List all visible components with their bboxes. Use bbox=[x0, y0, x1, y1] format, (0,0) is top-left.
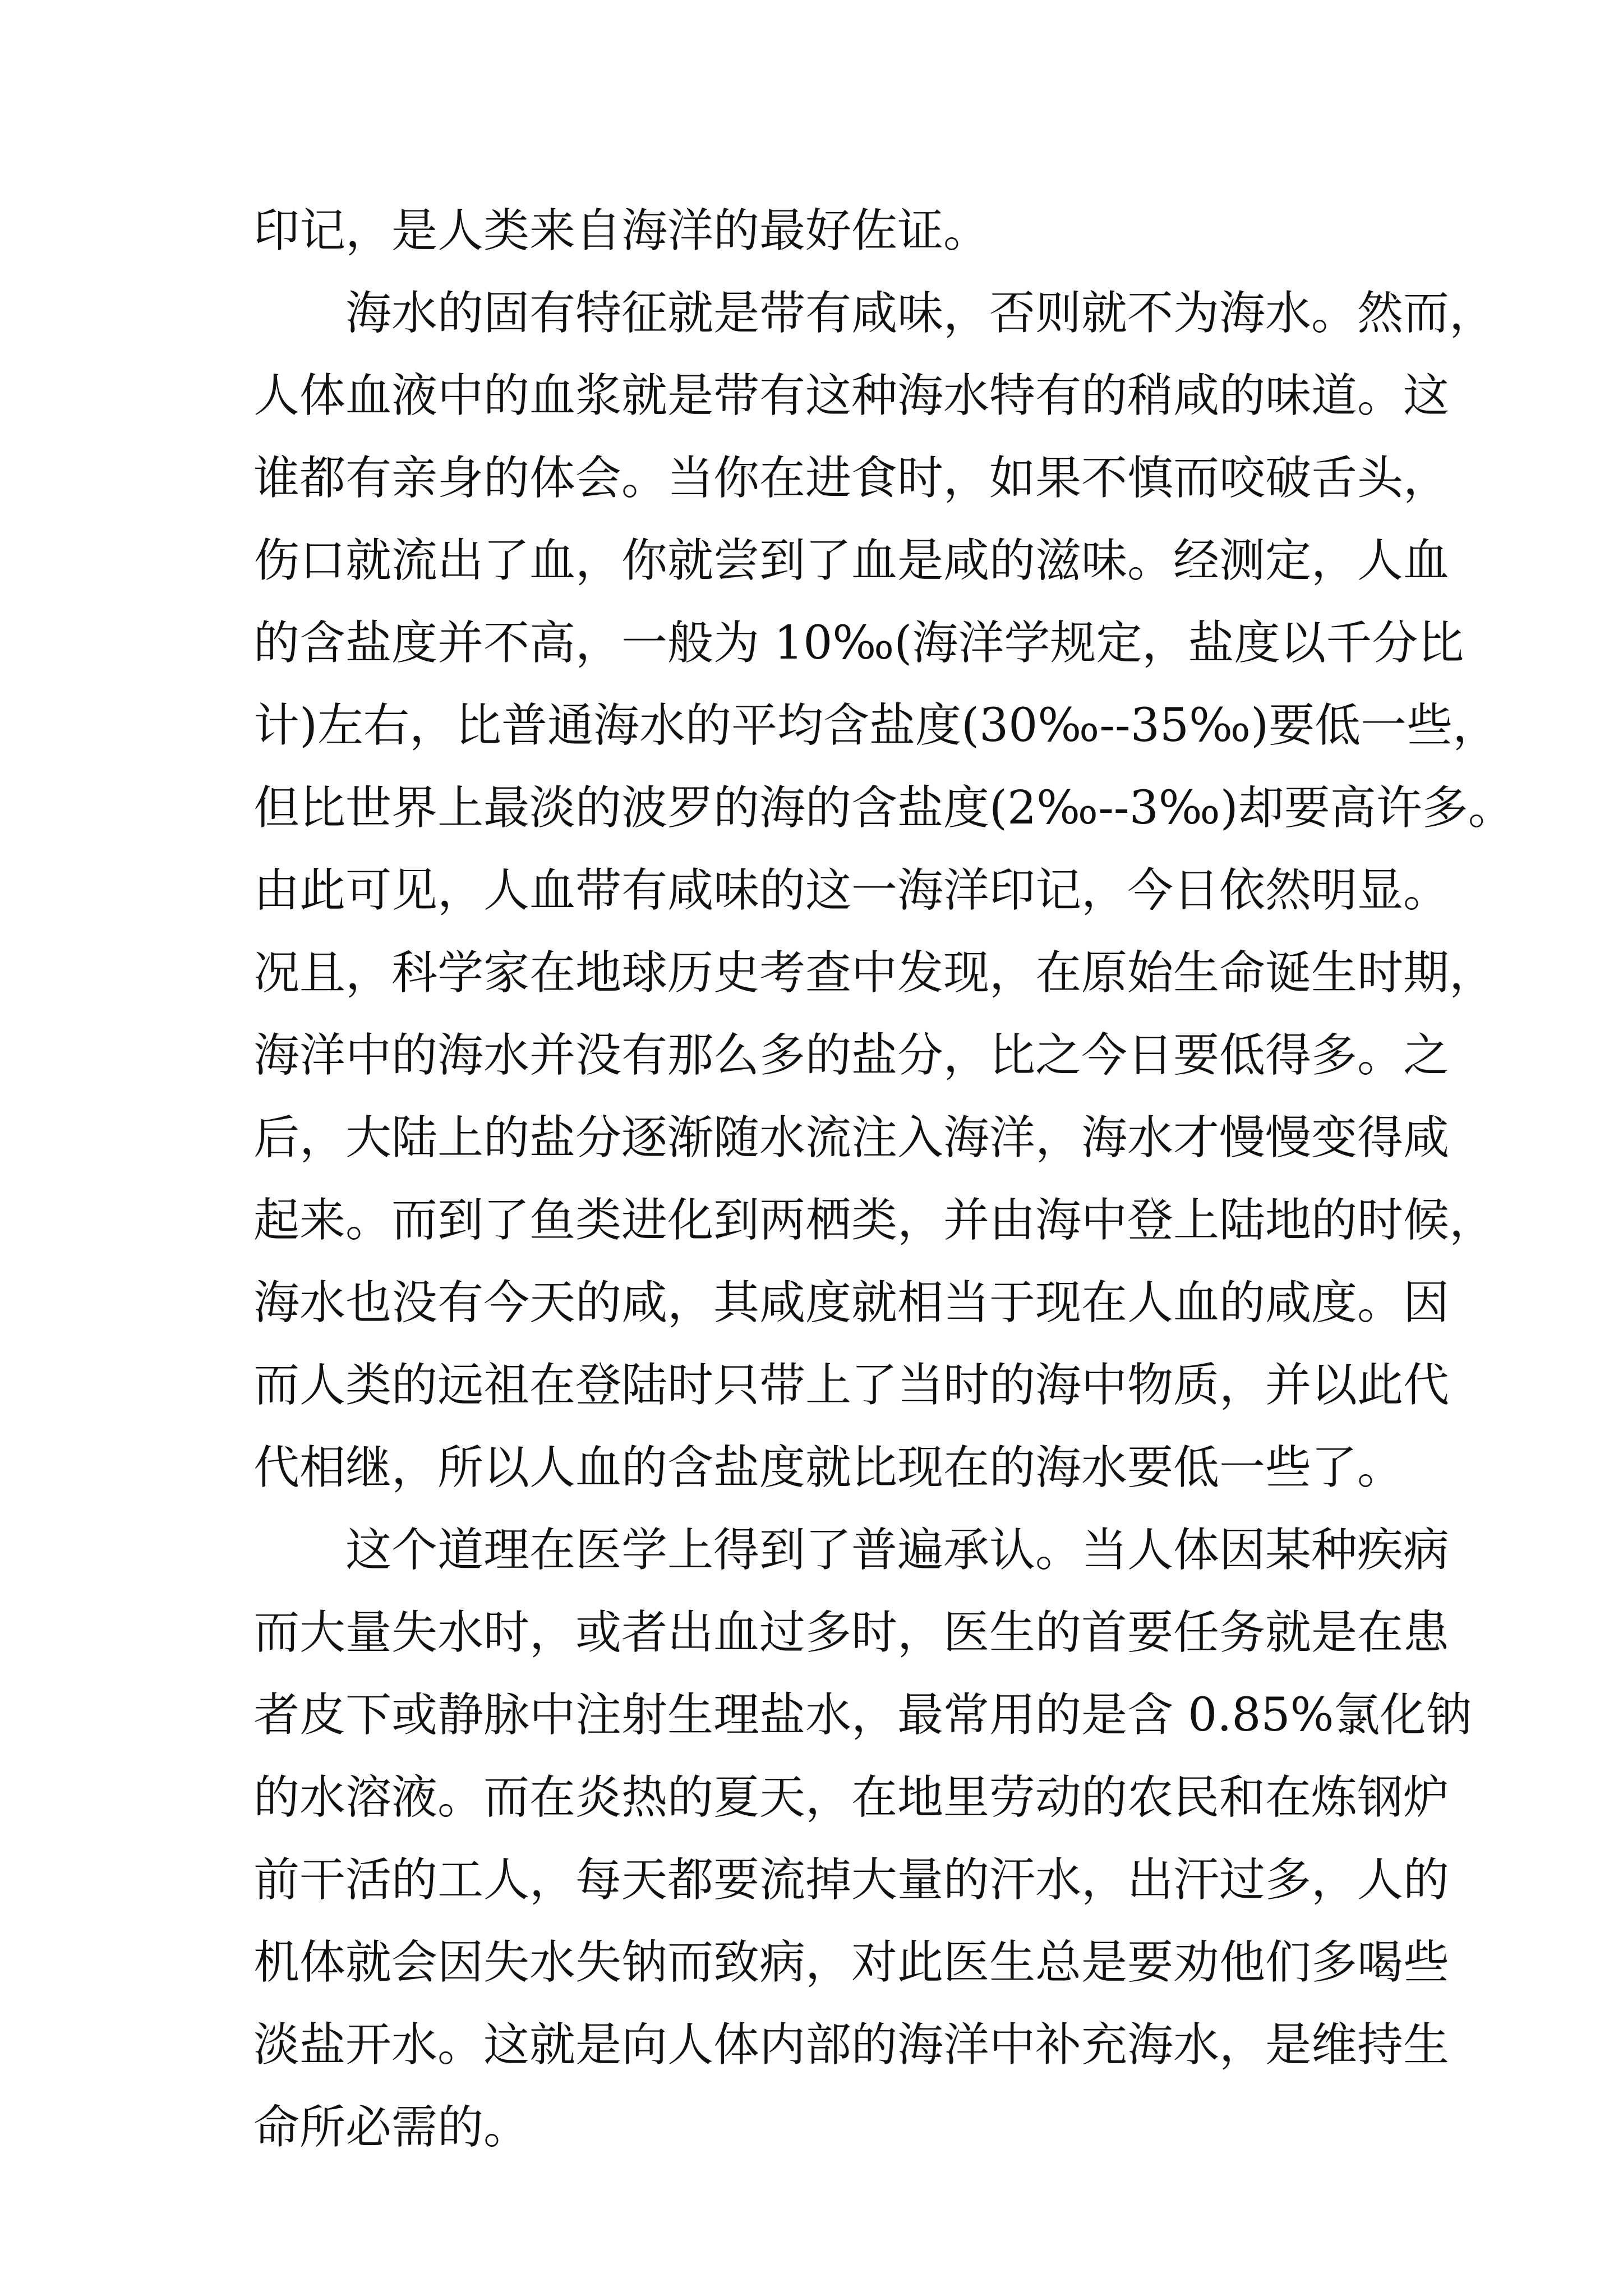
paragraph-2-line-5: 的含盐度并不高，一般为 10‰(海洋学规定，盐度以千分比 bbox=[253, 616, 1464, 670]
paragraph-3-line-6: 机体就会因失水失钠而致病，对此医生总是要劝他们多喝些 bbox=[253, 1936, 1450, 1989]
paragraph-2-line-1: 海水的固有特征就是带有咸味，否则就不为海水。然而， bbox=[345, 287, 1496, 340]
paragraph-2-line-8: 由此可见，人血带有咸味的这一海洋印记，今日依然明显。 bbox=[253, 864, 1450, 917]
paragraph-2-line-2: 人体血液中的血浆就是带有这种海水特有的稍咸的味道。这 bbox=[253, 369, 1450, 422]
paragraph-2-line-7: 但比世界上最淡的波罗的海的含盐度(2‰--3‰)却要高许多。 bbox=[253, 781, 1514, 835]
paragraph-2-line-3: 谁都有亲身的体会。当你在进食时，如果不慎而咬破舌头， bbox=[253, 452, 1450, 505]
paragraph-3-line-8: 命所必需的。 bbox=[253, 2101, 530, 2154]
paragraph-2-line-15: 代相继，所以人血的含盐度就比现在的海水要低一些了。 bbox=[253, 1441, 1404, 1494]
paragraph-2-line-13: 海水也没有今天的咸，其咸度就相当于现在人血的咸度。因 bbox=[253, 1276, 1450, 1329]
paragraph-2-line-11: 后，大陆上的盐分逐渐随水流注入海洋，海水才慢慢变得咸 bbox=[253, 1111, 1450, 1165]
paragraph-3-line-4: 的水溶液。而在炎热的夏天，在地里劳动的农民和在炼钢炉 bbox=[253, 1771, 1450, 1824]
paragraph-2-line-12: 起来。而到了鱼类进化到两栖类，并由海中登上陆地的时候， bbox=[253, 1194, 1496, 1247]
paragraph-2-line-6: 计)左右，比普通海水的平均含盐度(30‰--35‰)要低一些， bbox=[253, 699, 1499, 752]
paragraph-3-line-1: 这个道理在医学上得到了普遍承认。当人体因某种疾病 bbox=[345, 1524, 1450, 1577]
paragraph-1-line-1: 印记，是人类来自海洋的最好佐证。 bbox=[253, 204, 990, 257]
paragraph-2-line-9: 况且，科学家在地球历史考查中发现，在原始生命诞生时期， bbox=[253, 946, 1496, 1000]
paragraph-2-line-10: 海洋中的海水并没有那么多的盐分，比之今日要低得多。之 bbox=[253, 1029, 1450, 1082]
paragraph-3-line-7: 淡盐开水。这就是向人体内部的海洋中补充海水，是维持生 bbox=[253, 2018, 1450, 2072]
paragraph-3-line-5: 前干活的工人，每天都要流掉大量的汗水，出汗过多，人的 bbox=[253, 1853, 1450, 1907]
paragraph-2-line-4: 伤口就流出了血，你就尝到了血是咸的滋味。经测定，人血 bbox=[253, 534, 1450, 587]
paragraph-3-line-2: 而大量失水时，或者出血过多时，医生的首要任务就是在患 bbox=[253, 1606, 1450, 1659]
paragraph-2-line-14: 而人类的远祖在登陆时只带上了当时的海中物质，并以此代 bbox=[253, 1359, 1450, 1412]
body-text bbox=[253, 190, 1514, 2169]
paragraph-3-line-3: 者皮下或静脉中注射生理盐水，最常用的是含 0.85%氯化钠 bbox=[253, 1688, 1472, 1742]
